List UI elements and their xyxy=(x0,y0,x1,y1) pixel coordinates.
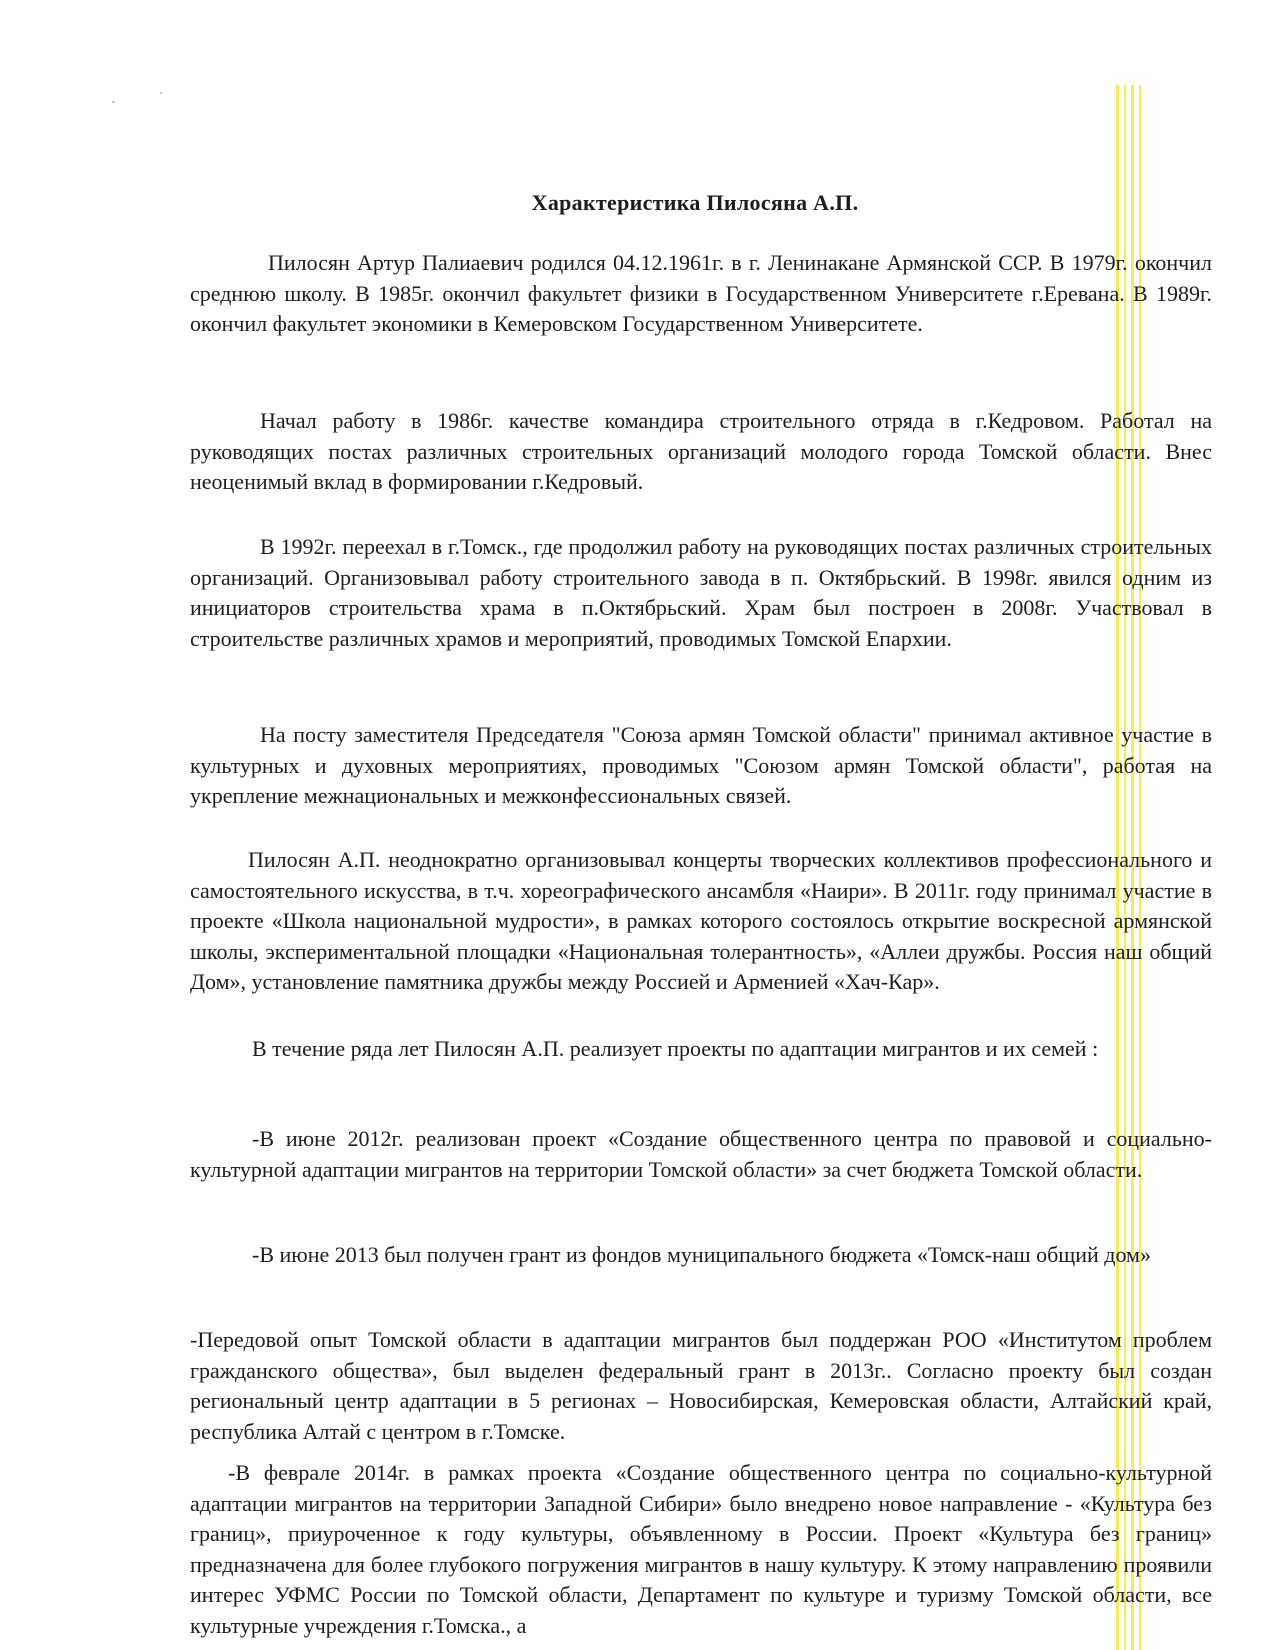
paragraph-5 xyxy=(190,845,1212,998)
paragraph-2 xyxy=(190,406,1212,498)
scan-speck xyxy=(160,92,162,94)
paragraph-text: -В июне 2012г. реализован проект «Создание общественного центра по правовой и социально-культурной адаптации мигрантов на территории Томской области» за счет бюджета Томской области. xyxy=(190,1126,1212,1182)
document-title: Характеристика Пилосяна А.П. xyxy=(531,190,859,215)
paragraph-4 xyxy=(190,720,1212,812)
paragraph-10 xyxy=(190,1458,1212,1641)
paragraph-text: -В июне 2013 был получен грант из фондов муниципального бюджета «Томск-наш общий дом» xyxy=(252,1242,1151,1267)
paragraph-1 xyxy=(190,248,1212,340)
paragraph-text: На посту заместителя Председателя "Союза армян Томской области" принимал активное участие в культурных и духовных мероприятиях, проводимых "Союзом армян Томской области", работая на укрепление межнациональных и межконфессиональных связей. xyxy=(190,722,1212,808)
paragraph-text: В течение ряда лет Пилосян А.П. реализует проекты по адаптации мигрантов и их семей : xyxy=(252,1036,1099,1061)
paragraph-text: Пилосян Артур Палиаевич родился 04.12.1961г. в г. Ленинакане Армянской ССР. В 1979г. окончил среднюю школу. В 1985г. окончил факультет физики в Государственном Университете г.Еревана. В 1989г. окончил факультет экономики в Кемеровском Государственном Университете. xyxy=(190,250,1212,336)
scan-speck xyxy=(112,101,115,103)
paragraph-text: -Передовой опыт Томской области в адаптации мигрантов был поддержан РОО «Институтом проблем гражданского общества», был выделен федеральный грант в 2013г.. Согласно проекту был создан региональный центр адаптации в 5 регионах – Новосибирская, Кемеровская области, Алтайский край, республика Алтай с центром в г.Томске. xyxy=(190,1327,1212,1444)
paragraph-text: Начал работу в 1986г. качестве командира строительного отряда в г.Кедровом. Работал на руководящих постах различных строительных организаций молодого города Томской области. Внес неоценимый вклад в формировании г.Кедровый. xyxy=(190,408,1212,494)
paragraph-text: -В феврале 2014г. в рамках проекта «Создание общественного центра по социально-культурной адаптации мигрантов на территории Западной Сибири» было внедрено новое направление - «Культура без границ», приуроченное к году культуры, объявленному в России. Проект «Культура без границ» предназначена для более глубокого погружения мигрантов в нашу культуру. К этому направлению проявили интерес УФМС России по Томской области, Департамент по культуре и туризму Томской области, все культурные учреждения г.Томска., а xyxy=(190,1460,1212,1638)
paragraph-9 xyxy=(190,1325,1212,1447)
paragraph-text: Пилосян А.П. неоднократно организовывал концерты творческих коллективов профессионального и самостоятельного искусства, в т.ч. хореографического ансамбля «Наири». В 2011г. году принимал участие в проекте «Школа национальной мудрости», в рамках которого состоялось открытие воскресной армянской школы, экспериментальной площадки «Национальная толерантность», «Аллеи дружбы. Россия наш общий Дом», установление памятника дружбы между Россией и Арменией «Хач-Кар». xyxy=(190,847,1212,994)
paragraph-6 xyxy=(190,1034,1212,1065)
paragraph-7 xyxy=(190,1124,1212,1185)
paragraph-3 xyxy=(190,532,1212,654)
paragraph-8 xyxy=(190,1240,1212,1271)
paragraph-text: В 1992г. переехал в г.Томск., где продолжил работу на руководящих постах различных строительных организаций. Организовывал работу строительного завода в п. Октябрьский. В 1998г. явился одним из инициаторов строительства храма в п.Октябрьский. Храм был построен в 2008г. Участвовал в строительстве различных храмов и мероприятий, проводимых Томской Епархии. xyxy=(190,534,1212,651)
